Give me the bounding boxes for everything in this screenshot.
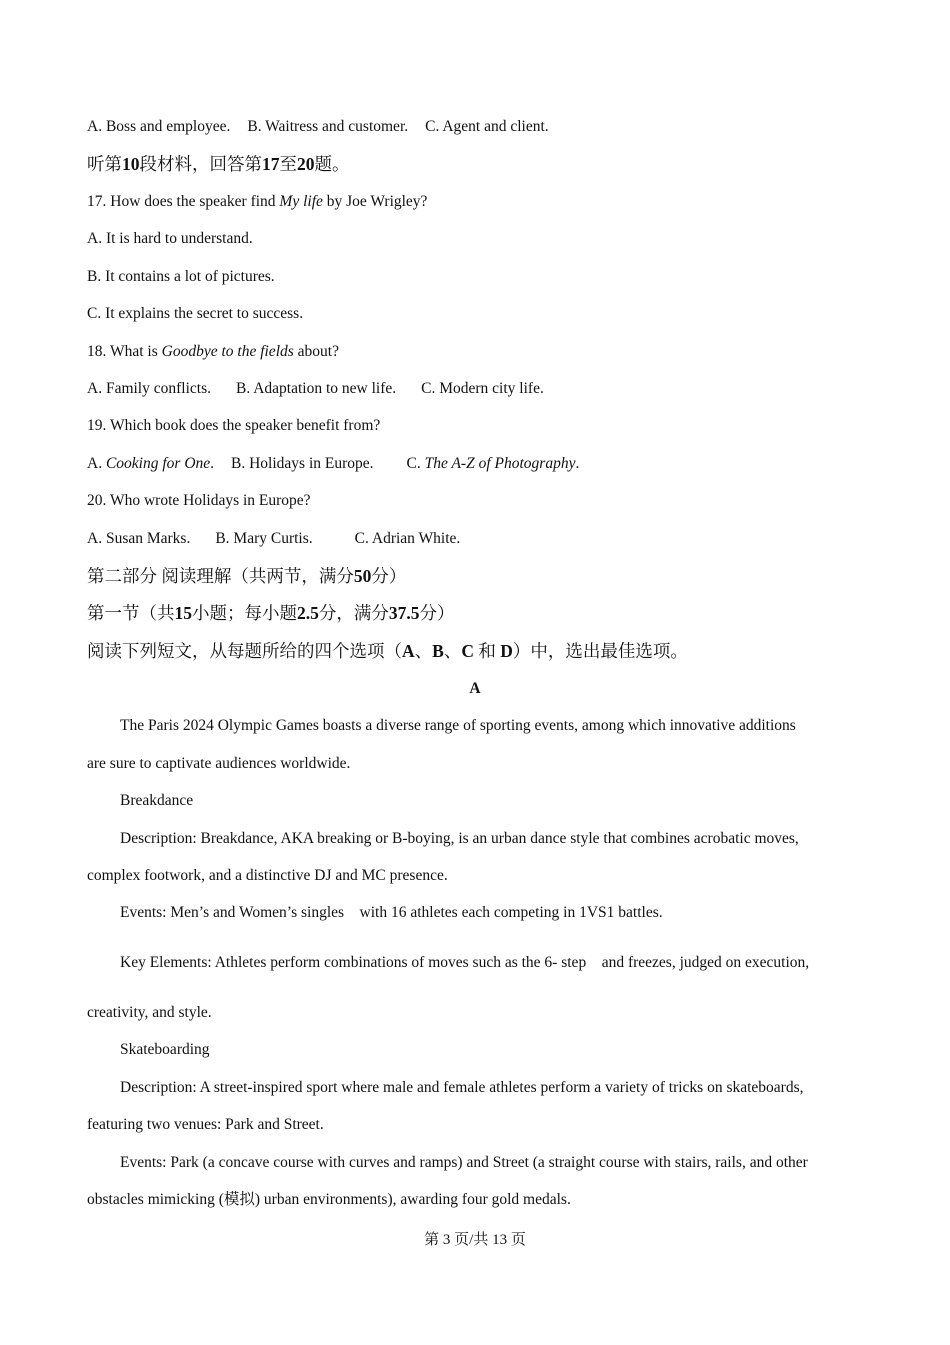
q20-options bbox=[87, 529, 460, 549]
reading-instruction: 阅读下列短文，从每题所给的四个选项（A、B、C 和 D）中，选出最佳选项。 bbox=[87, 641, 688, 661]
skateboarding-description-line1: Description: A street-inspired sport where male and female athletes perform a variety of tricks on skateboards, bbox=[120, 1079, 804, 1096]
skateboarding-heading: Skateboarding bbox=[120, 1041, 210, 1058]
q18-option-b: B. Adaptation to new life. bbox=[236, 380, 397, 397]
q17-stem: 17. How does the speaker find My life by Joe Wrigley? bbox=[87, 193, 428, 210]
q18-options bbox=[87, 379, 544, 399]
breakdance-description-line2: complex footwork, and a distinctive DJ and MC presence. bbox=[87, 867, 448, 884]
breakdance-heading: Breakdance bbox=[120, 792, 194, 809]
q20-option-c: C. Adrian White. bbox=[354, 530, 461, 547]
skateboarding-events-line2: obstacles mimicking (模拟) urban environments), awarding four gold medals. bbox=[87, 1191, 571, 1208]
q19-option-c: C. The A-Z of Photography. bbox=[406, 455, 580, 472]
passage-label: A bbox=[469, 680, 481, 697]
q20-option-b: B. Mary Curtis. bbox=[215, 530, 313, 547]
skateboarding-events-line1: Events: Park (a concave course with curves and ramps) and Street (a straight course with stairs, rails, and other bbox=[120, 1154, 808, 1171]
q20-option-a: A. Susan Marks. bbox=[87, 530, 191, 547]
q17-option-b: B. It contains a lot of pictures. bbox=[87, 268, 275, 285]
breakdance-description-line1: Description: Breakdance, AKA breaking or B-boying, is an urban dance style that combines acrobatic moves, bbox=[120, 830, 799, 847]
q17-option-a: A. It is hard to understand. bbox=[87, 230, 253, 247]
q20-stem: 20. Who wrote Holidays in Europe? bbox=[87, 492, 311, 509]
q16-option-b: B. Waitress and customer. bbox=[247, 118, 409, 135]
q18-stem: 18. What is Goodbye to the fields about? bbox=[87, 343, 339, 360]
q18-option-c: C. Modern city life. bbox=[421, 380, 544, 397]
breakdance-events: Events: Men’s and Women’s singles with 16 athletes each competing in 1VS1 battles. bbox=[120, 904, 663, 921]
skateboarding-description-line2: featuring two venues: Park and Street. bbox=[87, 1116, 324, 1133]
section10-header: 听第10段材料，回答第17至20题。 bbox=[87, 154, 350, 174]
passage-intro-line2: are sure to captivate audiences worldwide. bbox=[87, 755, 351, 772]
q19-option-a: A. Cooking for One. bbox=[87, 455, 215, 472]
q16-option-c: C. Agent and client. bbox=[425, 118, 549, 135]
q17-option-c: C. It explains the secret to success. bbox=[87, 305, 304, 322]
page-footer: 第 3 页/共 13 页 bbox=[424, 1232, 526, 1248]
book-title: Goodbye to the fields bbox=[161, 343, 294, 360]
q16-option-a: A. Boss and employee. bbox=[87, 118, 231, 135]
q19-option-b: B. Holidays in Europe. bbox=[231, 455, 374, 472]
q19-options bbox=[87, 454, 579, 474]
q19-stem: 19. Which book does the speaker benefit from? bbox=[87, 417, 381, 434]
section1-header: 第一节（共15小题；每小题2.5分，满分37.5分） bbox=[87, 603, 455, 623]
q18-option-a: A. Family conflicts. bbox=[87, 380, 211, 397]
book-title: My life bbox=[279, 193, 323, 210]
passage-intro-line1: The Paris 2024 Olympic Games boasts a diverse range of sporting events, among which innovative additions bbox=[120, 717, 796, 734]
part2-header: 第二部分 阅读理解（共两节，满分50分） bbox=[87, 566, 407, 586]
breakdance-key-elements-line2: creativity, and style. bbox=[87, 1004, 212, 1021]
q16-options bbox=[87, 117, 549, 137]
breakdance-key-elements-line1: Key Elements: Athletes perform combinations of moves such as the 6- step and freezes, judged on execution, bbox=[120, 954, 810, 971]
